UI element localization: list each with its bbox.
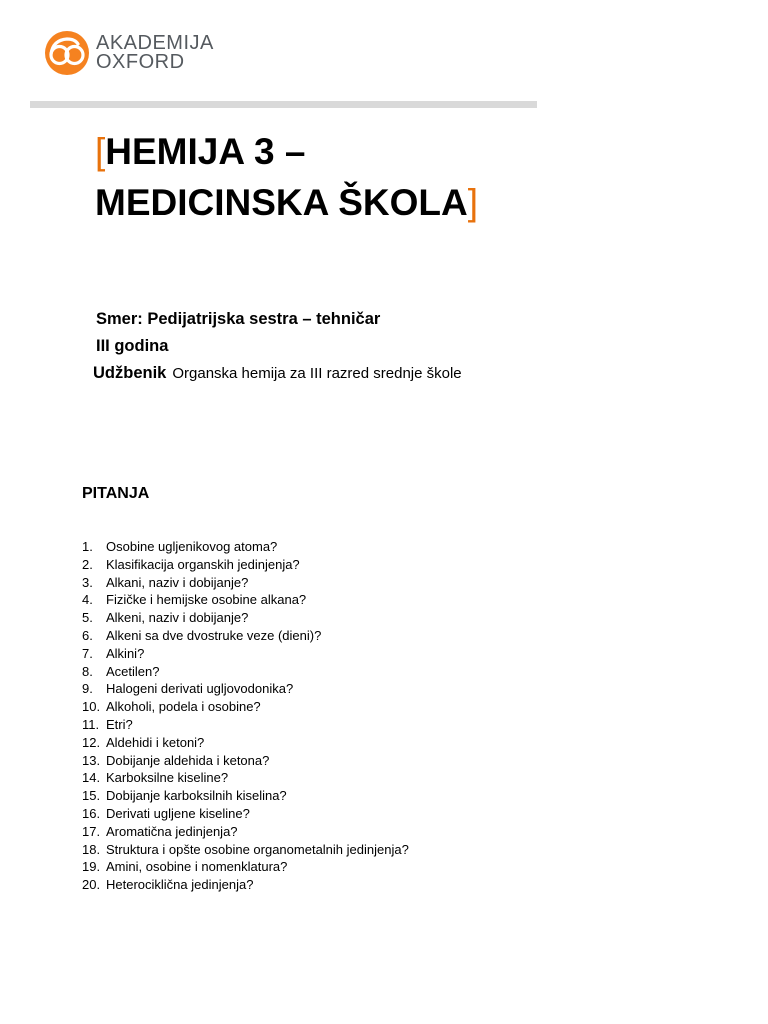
question-number: 6.: [82, 627, 93, 643]
question-number: 19.: [82, 859, 101, 875]
question-text: Heterociklična jedinjenja?: [106, 877, 254, 893]
section-title: PITANJA: [82, 485, 150, 502]
question-item: [82, 716, 409, 734]
question-number: 9.: [82, 681, 93, 697]
question-text: Aldehidi i ketoni?: [106, 734, 205, 750]
question-item: [82, 609, 409, 627]
question-number: 20.: [82, 877, 101, 893]
question-text: Osobine ugljenikovog atoma?: [106, 539, 278, 554]
question-number: 3.: [82, 574, 93, 590]
questions-list: [82, 538, 409, 894]
title-open-bracket: [: [95, 131, 106, 172]
question-text: Dobijanje karboksilnih kiselina?: [106, 788, 287, 804]
question-item: [82, 627, 409, 645]
question-item: [82, 698, 409, 716]
question-text: Alkini?: [106, 645, 145, 661]
textbook-label: Udžbenik: [93, 364, 167, 382]
question-item: [82, 858, 409, 876]
course-direction: Smer: Pedijatrijska sestra – tehničar: [96, 310, 381, 328]
document-title: [95, 126, 478, 228]
logo-line-2: OXFORD: [96, 51, 185, 73]
question-number: 8.: [82, 663, 93, 679]
question-text: Derivati ugljene kiseline?: [106, 805, 250, 821]
question-text: Alkeni sa dve dvostruke veze (dieni)?: [106, 627, 322, 643]
question-number: 1.: [82, 539, 93, 554]
question-number: 14.: [82, 770, 101, 786]
question-item: [82, 841, 409, 859]
question-number: 7.: [82, 645, 93, 661]
question-text: Etri?: [106, 716, 133, 732]
question-text: Alkani, naziv i dobijanje?: [106, 574, 249, 590]
question-text: Halogeni derivati ugljovodonika?: [106, 681, 294, 697]
question-item: [82, 876, 409, 894]
question-item: [82, 680, 409, 698]
question-item: [82, 591, 409, 609]
question-number: 10.: [82, 699, 101, 715]
question-number: 17.: [82, 823, 101, 839]
question-number: 15.: [82, 788, 101, 804]
question-text: Amini, osobine i nomenklatura?: [106, 859, 288, 875]
question-item: [82, 823, 409, 841]
logo-mark-icon: [44, 30, 90, 76]
question-text: Alkoholi, podela i osobine?: [106, 699, 261, 715]
question-item: [82, 538, 409, 556]
question-text: Karboksilne kiseline?: [106, 770, 229, 786]
question-number: 12.: [82, 734, 101, 750]
question-number: 4.: [82, 592, 93, 608]
question-item: [82, 663, 409, 681]
question-number: 13.: [82, 752, 101, 768]
title-line-1: [95, 126, 478, 177]
course-year: III godina: [96, 337, 169, 355]
logo-wordmark: [96, 34, 214, 72]
question-text: Klasifikacija organskih jedinjenja?: [106, 556, 300, 572]
title-text-1: HEMIJA 3 –: [105, 131, 306, 172]
akademija-oxford-logo: [44, 30, 214, 78]
question-text: Alkeni, naziv i dobijanje?: [106, 610, 249, 626]
question-text: Dobijanje aldehida i ketona?: [106, 752, 270, 768]
header-divider: [30, 101, 537, 108]
question-text: Aromatična jedinjenja?: [106, 823, 238, 839]
question-item: [82, 769, 409, 787]
question-item: [82, 734, 409, 752]
question-item: [82, 805, 409, 823]
question-number: 18.: [82, 841, 101, 857]
question-item: [82, 787, 409, 805]
question-item: [82, 556, 409, 574]
question-number: 2.: [82, 556, 93, 572]
question-number: 11.: [82, 716, 100, 732]
title-text-2: MEDICINSKA ŠKOLA: [95, 182, 468, 223]
question-item: [82, 645, 409, 663]
question-text: Fizičke i hemijske osobine alkana?: [106, 592, 307, 608]
question-number: 16.: [82, 805, 101, 821]
textbook-title: Organska hemija za III razred srednje škole: [172, 365, 462, 382]
question-text: Acetilen?: [106, 663, 160, 679]
logo-line-1: AKADEMIJA: [96, 32, 214, 54]
question-text: Struktura i opšte osobine organometalnih jedinjenja?: [106, 841, 409, 857]
title-close-bracket: ]: [467, 182, 479, 223]
question-item: [82, 752, 409, 770]
question-number: 5.: [82, 610, 93, 626]
textbook-line: [93, 364, 462, 383]
question-item: [82, 574, 409, 592]
title-line-2: [95, 177, 478, 228]
